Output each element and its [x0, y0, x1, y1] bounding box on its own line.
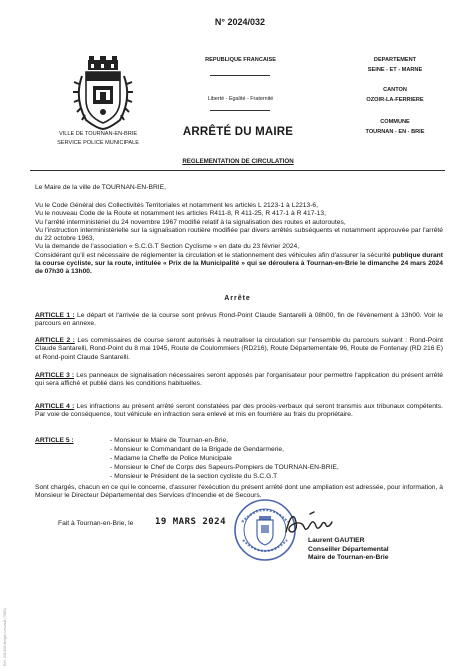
article-5	[35, 437, 105, 445]
subject-heading: REGLEMENTATION DE CIRCULATION	[182, 158, 294, 165]
department-label: DEPARTEMENT	[373, 57, 417, 63]
article-text: Les panneaux de signalisation nécessaires seront apposés par l'organisateur pour permettre l'application du présent arrêté qui sera affiché et publié dans les conditions habituelles.	[35, 372, 443, 388]
divider	[210, 75, 270, 76]
signer-role: Conseiller Départemental	[308, 545, 389, 553]
date-stamp: 19 MARS 2024	[155, 517, 227, 527]
service-name: SERVICE POLICE MUNICIPALE	[57, 140, 139, 146]
article-text: Le départ et l'arrivée de la course sont prévus Rond-Point Claude Santarelli à 08h00, fin de l'évènement à 13h00. Voir le parcours en annexe.	[35, 312, 443, 328]
signer-role: Maire de Tournan-en-Brie	[308, 554, 389, 562]
considerant-line: Vu le nouveau Code de la Route et notamment les articles R411-8, R 411-25, R 417-1 à R 417-13,	[35, 210, 326, 218]
handwritten-signature-icon	[280, 508, 340, 538]
commune-value: TOURNAN - EN - BRIE	[365, 129, 425, 135]
article-4	[35, 403, 443, 420]
divider	[210, 110, 270, 111]
department-value: SEINE - ET - MARNE	[367, 67, 423, 73]
arrete-number: N° 2024/032	[214, 17, 266, 27]
commune-label: COMMUNE	[380, 119, 410, 125]
article-text: Les infractions au présent arrêté seront constatées par des procès-verbaux qui seront transmis aux tribunaux compétents. Par voie de conséquence, tout véhicule en infraction sera enlevé et mis en fourrière au frais du propriétaire.	[35, 403, 443, 419]
side-reference	[3, 600, 10, 666]
considerant-event: publique durant la course cycliste, sur la route, intitulée « Prix de la Municipalité » qui se déroulera à Tournan-en-Brie le dimanche 24 mars 2024 de 07h30 à 13h00.	[35, 251, 443, 276]
article-1	[35, 312, 443, 329]
signer-block	[308, 537, 389, 563]
recipient-item: - Monsieur le Chef de Corps des Sapeurs-Pompiers de TOURNAN-EN-BRIE,	[110, 464, 339, 471]
considerant-line: Vu l'instruction interministérielle sur la signalisation routière modifiée par divers arrêtés subséquents et notamment approuvée par l'arrêté du 22 octobre 1963,	[35, 226, 443, 243]
document-title: ARRÊTÉ DU MAIRE	[182, 126, 294, 138]
canton-value: OZOIR-LA-FERRIERE	[366, 97, 424, 103]
recipient-item: - Monsieur le Maire de Tournan-en-Brie,	[110, 437, 229, 444]
considerant-line: Vu le Code Général des Collectivités Territoriales et notamment les articles L 2123-1 à L2213-6,	[35, 202, 319, 209]
considerant-line: Vu l'arrêté interministériel du 24 novembre 1967 modifié relatif à la signalisation des routes et autoroutes,	[35, 218, 346, 226]
recipient-item: - Monsieur le Commandant de la Brigade de Gendarmerie,	[110, 446, 284, 453]
place-date-label: Fait à Tournan-en-Brie, le	[58, 520, 134, 527]
closing-paragraph: Sont chargés, chacun en ce qui le concerne, d'assurer l'exécution du présent arrêté dont une ampliation est adressée, pour information, à Monsieur le Directeur Départemental des Services d'Incendie et de Secours.	[35, 484, 443, 500]
republic-motto: Liberté - Egalité - Fraternité	[207, 96, 274, 102]
coat-of-arms-icon	[72, 56, 134, 130]
recipient-item: - Madame la Cheffe de Police Municipale	[110, 455, 232, 462]
considerant-text: Considérant qu'il est nécessaire de réglementer la circulation et le stationnement des véhicules afin d'assurer la sécurité	[35, 251, 393, 259]
article-text: Les commissaires de course seront autorisés à neutraliser la circulation sur l'ensemble du parcours suivant : Rond-Point Claude Santarelli, Rond-Point du 8 mai 1945, Route de Coulommiers (RD216), Route Départementale 96, Route de Fontenay (RD 216 E) et Rond-point Claude Santarelli.	[35, 337, 444, 361]
side-reference-text: Ref. 2013/03 Berger-Levrault (7850)	[3, 608, 7, 666]
recipient-item: - Monsieur le Président de la section cycliste du S.C.G.T	[110, 473, 278, 480]
signer-name: Laurent GAUTIER	[308, 537, 365, 544]
article-label: ARTICLE 4 :	[35, 403, 75, 410]
article-2	[35, 337, 443, 362]
article-label: ARTICLE 2 :	[35, 337, 75, 344]
arrete-heading: Arrête	[224, 295, 251, 302]
mayor-intro: Le Maire de la ville de TOURNAN-EN-BRIE,	[35, 184, 166, 191]
canton-label: CANTON	[383, 87, 407, 93]
article-label: ARTICLE 3 :	[35, 372, 75, 379]
article-3	[35, 372, 443, 389]
considerant-paragraph	[35, 252, 443, 277]
article-label: ARTICLE 1 :	[35, 312, 75, 319]
considerant-line: Vu la demande de l'association « S.C.G.T Section Cyclisme » en date du 23 février 2024,	[35, 243, 300, 251]
city-name: VILLE DE TOURNAN-EN-BRIE	[58, 131, 138, 137]
divider	[30, 170, 445, 171]
considerants-block	[35, 202, 443, 277]
article-label: ARTICLE 5 :	[35, 437, 74, 444]
republic-label: REPUBLIQUE FRANCAISE	[205, 57, 276, 63]
